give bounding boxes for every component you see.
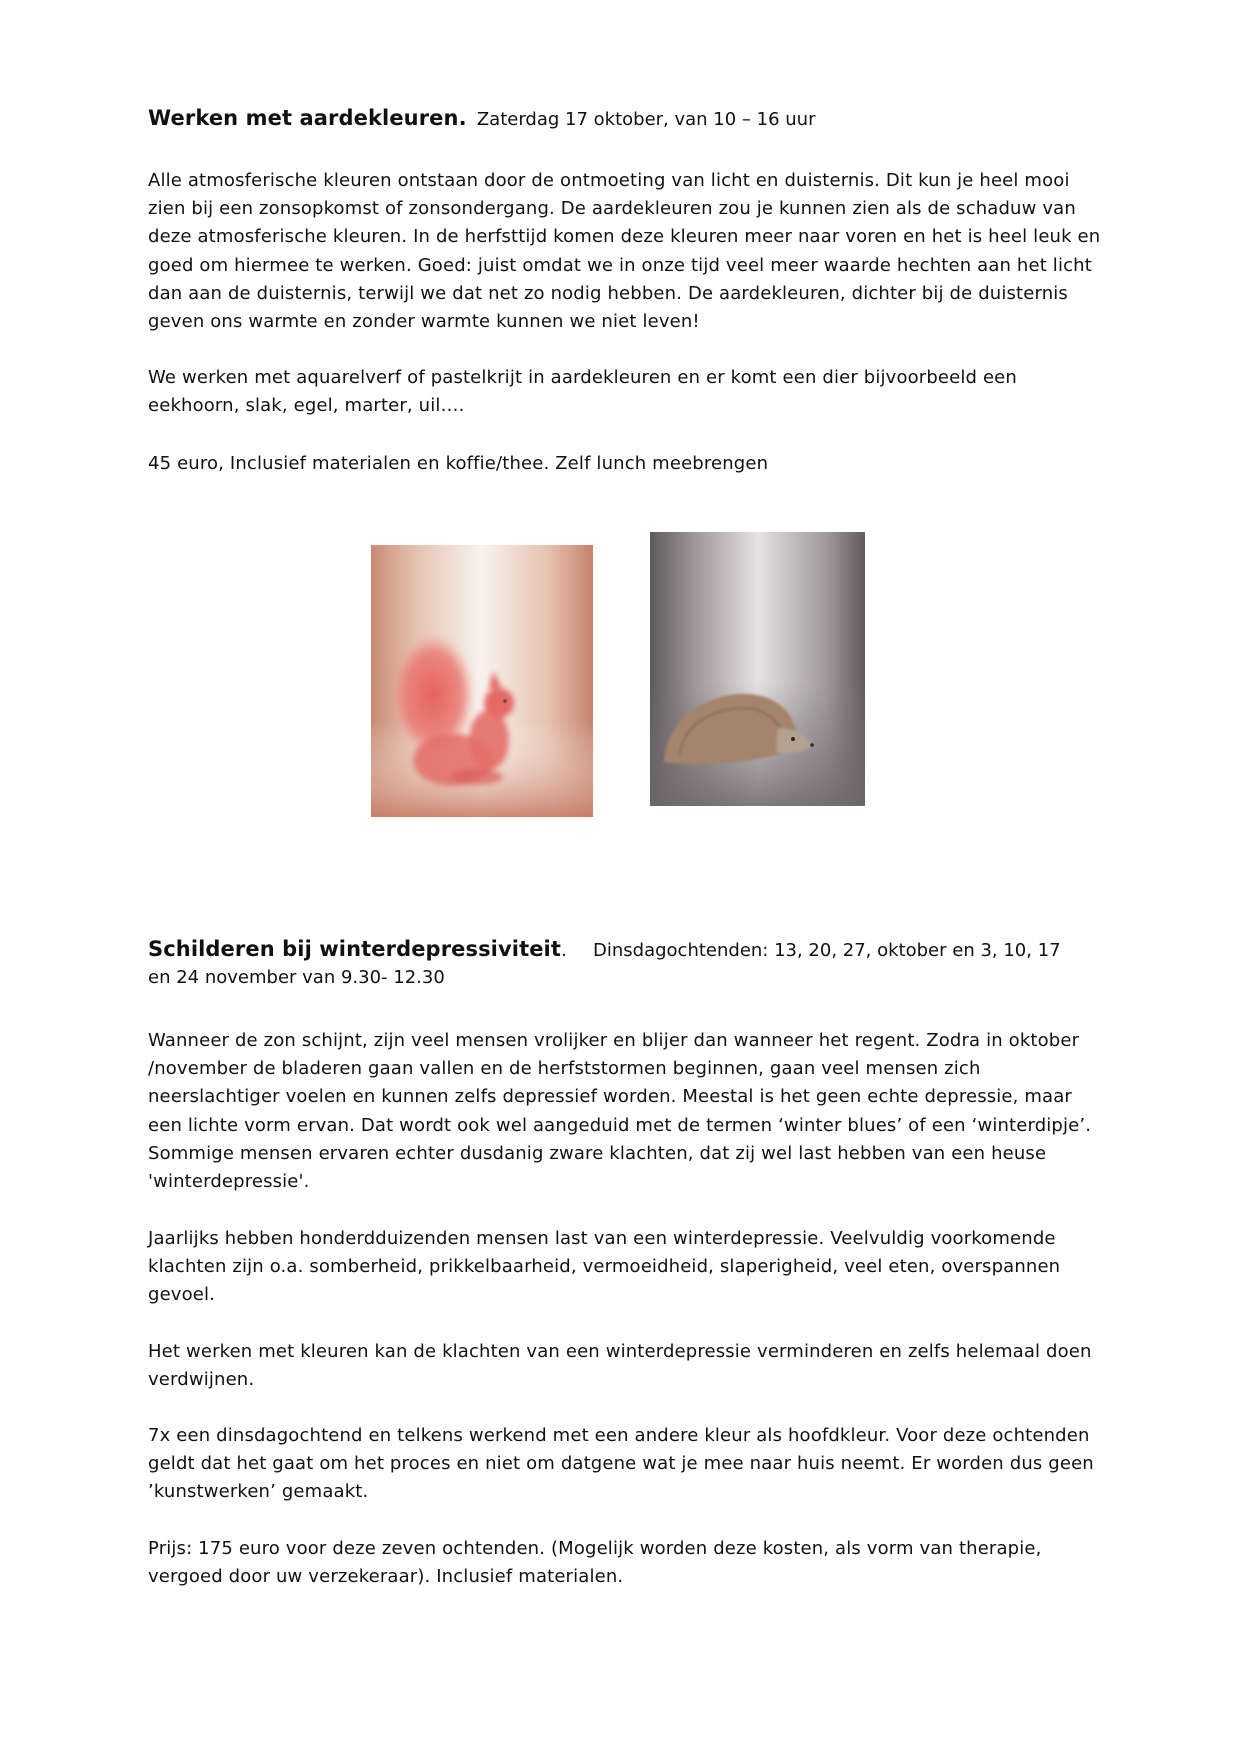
- section-1-heading: [148, 106, 816, 130]
- section-2-paragraph-2: Jaarlijks hebben honderdduizenden mensen last van een winterdepressie. Veelvuldig voorkomende klachten zijn o.a. somberheid, prikkelbaarheid, vermoeidheid, slaperigheid, veel eten, overspannen gevoel.: [148, 1228, 1061, 1306]
- section-2-date-line-1: Dinsdagochtenden: 13, 20, 27, oktober en 3, 10, 17: [593, 940, 1061, 961]
- hedgehog-painting: [650, 532, 865, 806]
- section-2-date-line-2: en 24 november van 9.30- 12.30: [148, 967, 445, 988]
- section-2-paragraph-1: Wanneer de zon schijnt, zijn veel mensen vrolijker en blijer dan wanneer het regent. Zodra in oktober /november de bladeren gaan vallen en de herfststormen beginnen, gaan veel mensen zich neerslachtiger voelen en kunnen zelfs depressief worden. Meestal is het geen echte depressie, maar een lichte vorm ervan. Dat wordt ook wel aangeduid met de termen ‘winter blues’ of een ‘winterdipje’. Sommige mensen ervaren echter dusdanig zware klachten, dat zij wel last hebben van een heuse 'winterdepressie'.: [148, 1030, 1092, 1193]
- section-2-heading: [148, 937, 567, 961]
- squirrel-painting: [371, 545, 593, 817]
- section-2-paragraph-3: Het werken met kleuren kan de klachten van een winterdepressie verminderen en zelfs helemaal doen verdwijnen.: [148, 1341, 1092, 1391]
- section-2-paragraph-5: Prijs: 175 euro voor deze zeven ochtenden. (Mogelijk worden deze kosten, als vorm van therapie, vergoed door uw verzekeraar). Inclusief materialen.: [148, 1538, 1042, 1588]
- section-2-title: Schilderen bij winterdepressiviteit: [148, 937, 561, 961]
- section-1-paragraph-1: Alle atmosferische kleuren ontstaan door de ontmoeting van licht en duisternis. Dit kun je heel mooi zien bij een zonsopkomst of zonsondergang. De aardekleuren zou je kunnen zien als de schaduw van deze atmosferische kleuren. In de herfsttijd komen deze kleuren meer naar voren en het is heel leuk en goed om hiermee te werken. Goed: juist omdat we in onze tijd veel meer waarde hechten aan het licht dan aan de duisternis, terwijl we dat net zo nodig hebben. De aardekleuren, dichter bij de duisternis geven ons warmte en zonder warmte kunnen we niet leven!: [148, 170, 1101, 333]
- section-2-title-period: .: [561, 940, 567, 961]
- section-1-title: Werken met aardekleuren.: [148, 106, 467, 130]
- section-1-paragraph-2: We werken met aquarelverf of pastelkrijt in aardekleuren en er komt een dier bijvoorbeeld een eekhoorn, slak, egel, marter, uil….: [148, 367, 1017, 417]
- section-1-paragraph-3: 45 euro, Inclusief materialen en koffie/thee. Zelf lunch meebrengen: [148, 453, 769, 474]
- section-2-date-line-2-wrap: [148, 967, 445, 988]
- section-2-date-line-1-wrap: [593, 940, 1061, 961]
- section-2-paragraph-4: 7x een dinsdagochtend en telkens werkend met een andere kleur als hoofdkleur. Voor deze ochtenden geldt dat het gaat om het proces en niet om datgene wat je mee naar huis neemt. Er worden dus geen ’kunstwerken’ gemaakt.: [148, 1425, 1094, 1503]
- section-1-date: Zaterdag 17 oktober, van 10 – 16 uur: [476, 109, 816, 130]
